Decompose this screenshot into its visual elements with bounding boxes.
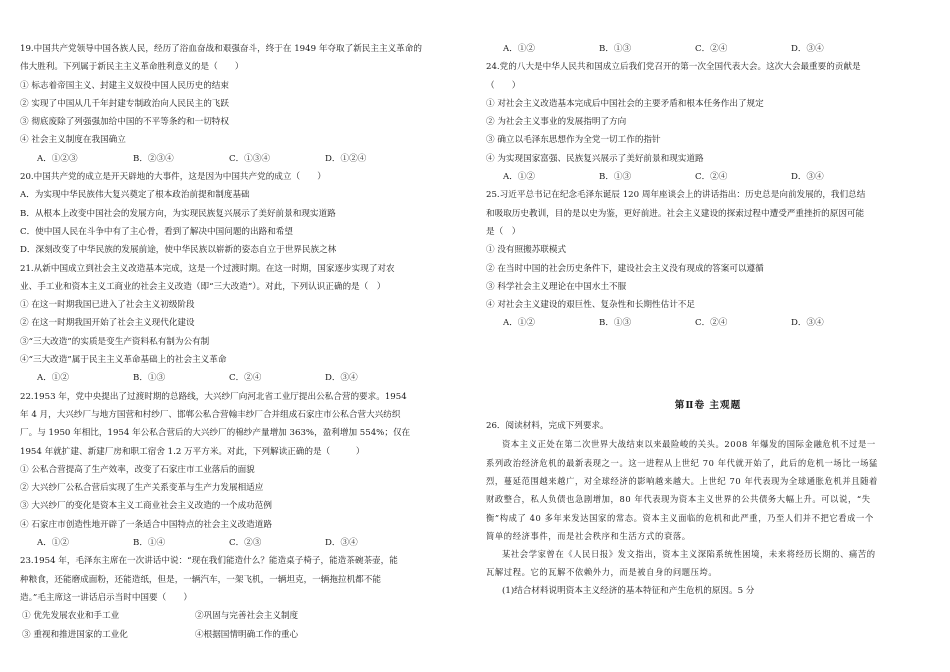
statement-item: ② 在这一时期我国开始了社会主义现代化建设 (20, 318, 195, 329)
statement-item: ④ 石家庄市创造性地开辟了一条适合中国特点的社会主义改造道路 (20, 519, 272, 530)
statement-item: ②巩固与完善社会主义制度 (195, 611, 299, 622)
question-stem: 25.习近平总书记在纪念毛泽东诞辰 120 周年座谈会上的讲话指出：历史总是向前发展的，我们总结 (486, 190, 866, 201)
statement-item: ② 大兴纱厂公私合营后实现了生产关系变革与生产力发展相适应 (20, 483, 264, 494)
left-column (20, 40, 458, 644)
statement-item: ① 优先发展农业和手工业 (22, 611, 120, 622)
question-stem: 业、手工业和资本主义工商业的社会主义改造（即“三大改造”）。对此，下列认识正确的是（ ） (20, 281, 386, 292)
answer-options (486, 168, 930, 186)
statement-item: ④ 社会主义制度在我国确立 (20, 135, 126, 146)
question-24 (486, 58, 930, 186)
choice-d[interactable]: D．深刻改变了中华民族的发展前途，使中华民族以崭新的姿态自立于世界民族之林 (20, 245, 337, 256)
statement-item: ② 在当时中国的社会历史条件下，建设社会主义没有现成的答案可以遵循 (486, 263, 764, 274)
option-d[interactable]: D．③④ (791, 172, 824, 183)
question-stem: 21.从新中国成立到社会主义改造基本完成，这是一个过渡时期。在这一时期，国家逐步实现了对农 (20, 263, 395, 274)
question-stem: 19.中国共产党领导中国各族人民，经历了浴血奋战和艰强奋斗，终于在 1949 年夺取了新民主主义革命的 (20, 44, 422, 54)
option-c[interactable]: C．①③④ (229, 153, 270, 164)
statement-item: ② 实现了中国从几千年封建专制政治向人民民主的飞跃 (20, 98, 229, 109)
question-stem: 厂。与 1950 年相比，1954 年公私合营后的大兴纱厂的棉纱产量增加 363%，盈利增加 554%；仅在 (20, 428, 411, 439)
option-c[interactable]: C．②④ (695, 318, 728, 329)
material-line: 衡”构成了 40 多年来发达国家的常态。资本主义面临的危机和此严重，乃至人们并不把它看成一个 (486, 512, 874, 523)
statement-item: ③ 确立以毛泽东思想作为全党一切工作的指针 (486, 135, 661, 146)
choice-a[interactable]: A．为实现中华民族伟大复兴奠定了根本政治前提和制度基础 (20, 190, 250, 201)
material-line: 系列政治经济危机的最新表现之一。这一进程从上世纪 70 年代就开始了，此后的危机一场比一场猛 (486, 457, 878, 468)
question-stem: 24.党的八大是中华人民共和国成立后我们党召开的第一次全国代表大会。这次大会最重要的贡献是 (486, 62, 861, 73)
option-c[interactable]: C．②④ (695, 172, 728, 183)
question-22 (20, 388, 458, 553)
option-d[interactable]: D．③④ (791, 318, 824, 329)
question-stem: 是（ ） (486, 226, 521, 237)
part-2-title: 第Ⅱ卷 主观题 (674, 399, 742, 411)
statement-item: ① 没有照搬苏联模式 (486, 245, 567, 256)
question-stem: 种粮食，还能磨成面粉，还能造纸，但是，一辆汽车，一架飞机，一辆坦克，一辆拖拉机都不能 (20, 574, 381, 585)
option-d[interactable]: D．①②④ (325, 153, 367, 164)
statement-item: ① 对社会主义改造基本完成后中国社会的主要矛盾和根本任务作出了规定 (486, 98, 764, 109)
question-stem: （ ） (486, 80, 521, 91)
statement-pair (20, 626, 458, 644)
statement-item: ① 在这一时期我国已进入了社会主义初级阶段 (20, 300, 195, 311)
statement-item: ③ 科学社会主义理论在中国水土不服 (486, 281, 627, 292)
statement-item: ③ 重视和推进国家的工业化 (22, 629, 128, 640)
option-d[interactable]: D．③④ (791, 44, 824, 54)
answer-options-q23 (486, 40, 930, 58)
option-a[interactable]: A．①② (37, 373, 69, 384)
material-line: 某社会学家曾在《人民日报》发文指出，资本主义深陷系统性困境，未来将经历长期的、痛苦的 (502, 549, 876, 560)
question-stem: 20.中国共产党的成立是开天辟地的大事件，这是因为中国共产党的成立（ ） (20, 172, 326, 183)
material-line: 资本主义正处在第二次世界大战结束以来最险峻的关头。2008 年爆发的国际金融危机不过是一 (502, 439, 876, 450)
option-a[interactable]: A．①② (37, 538, 69, 549)
option-c[interactable]: C．②④ (695, 44, 728, 54)
statement-item: ④ 对社会主义建设的艰巨性、复杂性和长期性估计不足 (486, 300, 695, 311)
option-c[interactable]: C．②④ (229, 373, 262, 384)
option-a[interactable]: A．①② (503, 172, 535, 183)
reading-material (486, 435, 930, 581)
option-b[interactable]: B．①③ (599, 44, 632, 54)
question-stem: 和吸取历史教训，目的是以史为鉴，更好前进。社会主义建设的探索过程中遭受严重挫折的原因可能 (486, 208, 865, 219)
question-25 (486, 186, 930, 332)
question-stem: 伟大胜利。下列属于新民主主义革命胜利意义的是（ ） (20, 62, 244, 73)
statement-item: ④“三大改造”属于民主主义革命基础上的社会主义革命 (20, 355, 227, 366)
sub-question-1: (1)结合材料说明资本主义经济的基本特征和产生危机的原因。5 分 (502, 585, 755, 596)
statement-item: ② 为社会主义事业的发展指明了方向 (486, 117, 627, 128)
option-a[interactable]: A．①②③ (37, 153, 78, 164)
material-line: 烈，蔓延范围越来越广，对全球经济的影响越来越大。上世纪 70 年代表现为全球通胀危机并且随着 (486, 475, 878, 486)
option-d[interactable]: D．③④ (325, 373, 358, 384)
statement-item: ③“三大改造”的实质是变生产资料私有制为公有制 (20, 336, 210, 347)
material-line: 财政整合，私人负债也急剧增加，80 年代表现为资本主义世界的公共债务大幅上升。可以说，“失 (486, 494, 871, 505)
statement-item: ③ 彻底废除了列强强加给中国的不平等条约和一切特权 (20, 117, 229, 128)
option-b[interactable]: B．①③ (133, 373, 166, 384)
answer-options (20, 150, 458, 168)
option-c[interactable]: C．②③ (229, 538, 262, 549)
material-line: 简单的经济事件，而是社会秩序和生活方式的衰落。 (486, 530, 691, 541)
option-b[interactable]: B．①③ (599, 172, 632, 183)
question-stem: 26．阅读材料，完成下列要求。 (486, 421, 609, 432)
material-line: 瓦解过程。它的瓦解不依赖外力，而是被自身的问题压垮。 (486, 567, 718, 578)
choice-b[interactable]: B．从根本上改变中国社会的发展方向，为实现民族复兴展示了美好前景和现实道路 (20, 208, 336, 219)
question-stem: 22.1953 年，党中央提出了过渡时期的总路线，大兴纱厂向河北省工业厅提出公私合营的要求。1954 (20, 391, 407, 402)
statement-pair (20, 607, 458, 625)
right-column (486, 40, 930, 600)
choice-c[interactable]: C．使中国人民在斗争中有了主心骨，看到了解决中国问题的出路和希望 (20, 226, 293, 237)
option-b[interactable]: B．①④ (133, 538, 166, 549)
question-23 (20, 552, 458, 643)
question-20 (20, 168, 458, 259)
question-stem: 年 4 月，大兴纱厂与地方国营和村纱厂、邯郸公私合营翰丰纱厂合并组成石家庄市公私合营大兴纺织 (20, 409, 401, 420)
statement-item: ① 公私合营提高了生产效率，改变了石家庄市工业落后的面貌 (20, 464, 255, 475)
option-a[interactable]: A．①② (503, 44, 535, 54)
question-19 (20, 40, 458, 168)
option-b[interactable]: B．①③ (599, 318, 632, 329)
question-26 (486, 417, 930, 600)
answer-options (20, 534, 458, 552)
question-stem: 造。”毛主席这一讲话启示当时中国要（ ） (20, 592, 192, 603)
option-b[interactable]: B．②③④ (133, 153, 174, 164)
statement-item: ① 标志着帝国主义、封建主义奴役中国人民历史的结束 (20, 80, 229, 91)
statement-item: ④ 为实现国家富强、民族复兴展示了美好前景和现实道路 (486, 153, 704, 164)
option-d[interactable]: D．③④ (325, 538, 358, 549)
question-stem: 23.1954 年，毛泽东主席在一次讲话中说：“现在我们能造什么？能造桌子椅子，能造茶碗茶壶，能 (20, 556, 398, 567)
statement-item: ④根据国情明确工作的重心 (195, 629, 299, 640)
statement-item: ③ 大兴纱厂的变化是资本主义工商业社会主义改造的一个成功范例 (20, 501, 272, 512)
question-21 (20, 260, 458, 388)
question-stem: 1954 年就扩建、新建厂房和职工宿舍 1.2 万平方米。对此，下列解读正确的是（ ） (20, 446, 365, 457)
answer-options (486, 314, 930, 332)
answer-options (20, 369, 458, 387)
option-a[interactable]: A．①② (503, 318, 535, 329)
